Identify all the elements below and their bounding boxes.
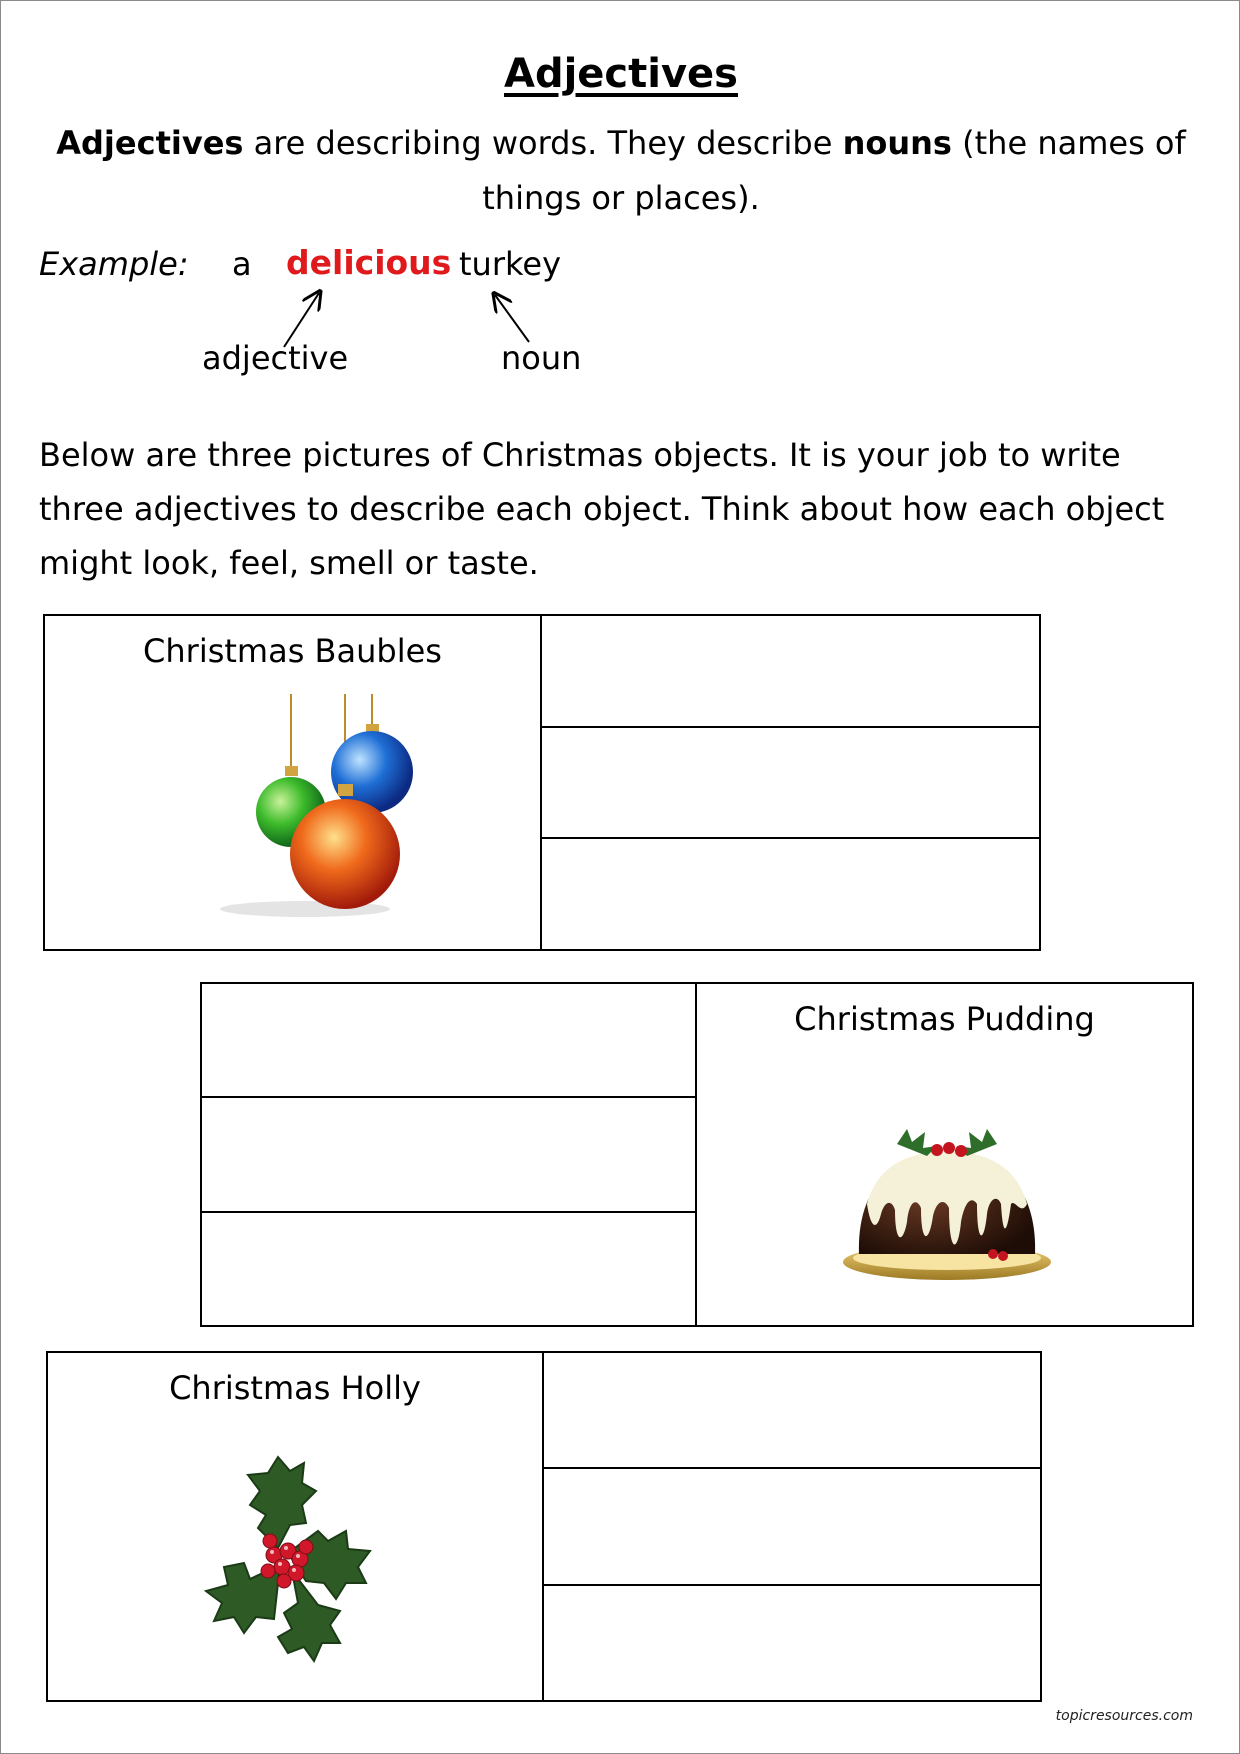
christmas-holly-icon: [188, 1453, 388, 1663]
baubles-box: [43, 614, 1041, 951]
christmas-pudding-icon: [837, 1104, 1057, 1284]
intro-bold-adjectives: Adjectives: [56, 124, 244, 162]
example-article: a: [232, 245, 252, 283]
example-noun: turkey: [459, 245, 561, 283]
intro-text-part-1: are describing words. They describe: [243, 124, 843, 162]
holly-title: Christmas Holly: [169, 1369, 421, 1407]
pudding-picture-cell: [697, 984, 1192, 1325]
answer-slot[interactable]: [544, 1469, 1040, 1585]
example-label: Example:: [39, 245, 189, 283]
answer-slot[interactable]: [202, 984, 695, 1098]
answer-slot[interactable]: [542, 839, 1039, 949]
intro-text-part-2: (the names of things or places).: [482, 124, 1186, 217]
holly-picture-cell: [48, 1353, 544, 1700]
pudding-answer-lines: [202, 984, 697, 1325]
noun-arrow: [495, 295, 529, 342]
answer-slot[interactable]: [202, 1213, 695, 1325]
baubles-title: Christmas Baubles: [143, 632, 442, 670]
answer-slot[interactable]: [202, 1098, 695, 1212]
answer-slot[interactable]: [544, 1353, 1040, 1469]
answer-slot[interactable]: [544, 1586, 1040, 1700]
footer-credit: topicresources.com: [1055, 1708, 1193, 1724]
intro-bold-nouns: nouns: [842, 124, 952, 162]
page-title: Adjectives: [504, 51, 738, 97]
answer-slot[interactable]: [542, 616, 1039, 728]
instructions-text: Below are three pictures of Christmas objects. It is your job to write three adjectives to describe each object. Think about how each object might look, feel, smell or taste.: [39, 436, 1165, 582]
baubles-answer-lines: [542, 616, 1039, 949]
example-adjective: delicious: [286, 243, 452, 282]
pudding-title: Christmas Pudding: [794, 1000, 1095, 1038]
christmas-baubles-icon: [185, 694, 425, 934]
example-arrows: [1, 1, 1240, 401]
noun-label: noun: [501, 339, 582, 377]
holly-box: [46, 1351, 1042, 1702]
adjective-label: adjective: [202, 339, 349, 377]
holly-answer-lines: [544, 1353, 1040, 1700]
answer-slot[interactable]: [542, 728, 1039, 840]
pudding-box: [200, 982, 1194, 1327]
baubles-picture-cell: [45, 616, 542, 949]
